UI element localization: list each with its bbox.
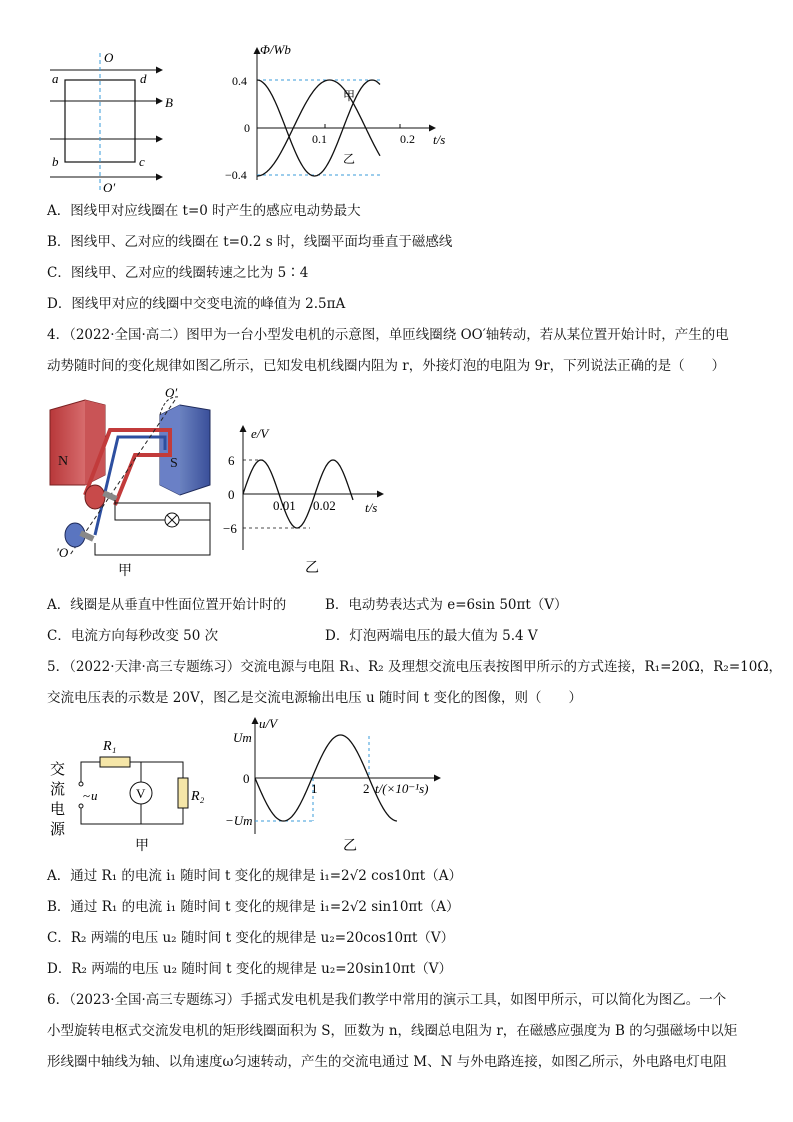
emf-tick-6: 6: [228, 453, 235, 468]
q4-caption-jia: 甲: [118, 564, 132, 579]
q5-caption-yi: 乙: [343, 839, 357, 854]
q5-caption-jia: 甲: [135, 839, 149, 854]
q5-option-d[interactable]: D．R₂ 两端的电压 u₂ 随时间 t 变化的规律是 u₂=20sin10πt（V）: [47, 961, 452, 977]
flux-tick-0.4: 0.4: [232, 74, 247, 88]
q3-coil-figure: [40, 45, 190, 195]
q5-circuit-figure: [45, 722, 210, 857]
q4-option-c[interactable]: C．电流方向每秒改变 50 次: [47, 628, 219, 644]
voltage-tick-neg-Um: −Um: [225, 813, 253, 828]
emf-x-label: t/s: [365, 500, 378, 515]
voltage-tick-x1: 1: [311, 781, 318, 796]
voltmeter-V-label: V: [136, 786, 146, 801]
u-label: u: [91, 788, 98, 803]
q4-option-a[interactable]: A．线圈是从垂直中性面位置开始计时的: [47, 597, 287, 613]
voltage-tick-0: 0: [243, 771, 250, 786]
emf-tick-0: 0: [228, 487, 235, 502]
axis-O-prime-label: O′: [165, 385, 178, 400]
corner-a-label: a: [52, 71, 59, 86]
field-B-label: B: [165, 95, 173, 110]
axis-O-label: O: [104, 50, 114, 65]
q3-option-c[interactable]: C．图线甲、乙对应的线圈转速之比为 5∶4: [47, 265, 309, 281]
axis-O-label: ′O: [56, 545, 69, 560]
R2-label: R₂: [191, 789, 205, 804]
q5-option-b[interactable]: B．通过 R₁ 的电流 i₁ 随时间 t 变化的规律是 i₁=2√2 sin10πt（A）: [47, 899, 460, 915]
q4-caption-yi: 乙: [305, 561, 319, 576]
q3-option-a[interactable]: A．图线甲对应线圈在 t=0 时产生的感应电动势最大: [47, 203, 361, 219]
voltage-tick-Um: Um: [233, 730, 252, 745]
flux-tick-x0.1: 0.1: [312, 132, 327, 146]
emf-tick-x0.01: 0.01: [273, 498, 296, 513]
voltage-x-label: t/(×10⁻¹s): [375, 781, 429, 796]
source-label-char1: 交: [50, 762, 66, 778]
magnet-N-label: N: [58, 454, 69, 469]
q5-stem-line2: 交流电压表的示数是 20V，图乙是交流电源输出电压 u 随时间 t 变化的图像，则（ ）: [47, 690, 583, 706]
axis-O-prime-label: O′: [103, 180, 116, 195]
R1-label: R₁: [103, 739, 117, 754]
q3-flux-graph: [220, 40, 460, 190]
flux-tick-0: 0: [244, 121, 250, 135]
q6-stem-line2: 小型旋转电枢式交流发电机的矩形线圈面积为 S，匝数为 n，线圈总电阻为 r，在磁感应强度为 B 的匀强磁场中以矩: [47, 1023, 738, 1039]
q5-stem-line1: 5．（2022·天津·高三专题练习）交流电源与电阻 R₁、R₂ 及理想交流电压表按图甲所示的方式连接，R₁=20Ω，R₂=10Ω，: [47, 659, 783, 675]
source-label-char2: 流: [50, 782, 66, 798]
q4-stem-line1: 4．（2022·全国·高二）图甲为一台小型发电机的示意图，单匝线圈绕 OO′轴转动，若从某位置开始计时，产生的电: [47, 327, 729, 343]
q4-stem-line2: 动势随时间的变化规律如图乙所示，已知发电机线圈内阻为 r，外接灯泡的电阻为 9r，下列说法正确的是（ ）: [47, 358, 726, 374]
q4-emf-graph: [225, 420, 400, 580]
q3-option-b[interactable]: B．图线甲、乙对应的线圈在 t=0.2 s 时，线圈平面均垂直于磁感线: [47, 234, 453, 250]
flux-tick-neg0.4: −0.4: [225, 168, 247, 182]
voltage-y-label: u/V: [259, 716, 278, 731]
corner-d-label: d: [140, 71, 147, 86]
voltage-tick-x2: 2: [363, 781, 370, 796]
emf-tick-x0.02: 0.02: [313, 498, 336, 513]
ac-symbol: ~: [83, 788, 91, 803]
q6-stem-line3: 形线圈中轴线为轴、以角速度ω匀速转动，产生的交流电通过 M、N 与外电路连接，如图乙所示，外电路电灯电阻: [47, 1054, 727, 1070]
curve-yi-label: 乙: [343, 152, 356, 166]
q5-option-a[interactable]: A．通过 R₁ 的电流 i₁ 随时间 t 变化的规律是 i₁=2√2 cos10πt（A）: [47, 868, 462, 884]
q4-generator-figure: [40, 385, 225, 580]
q5-voltage-graph: [225, 712, 460, 860]
q4-option-b[interactable]: B．电动势表达式为 e=6sin 50πt（V）: [325, 597, 568, 613]
flux-x-label: t/s: [433, 132, 446, 147]
source-label-char4: 源: [50, 822, 66, 838]
corner-b-label: b: [52, 154, 59, 169]
q5-option-c[interactable]: C．R₂ 两端的电压 u₂ 随时间 t 变化的规律是 u₂=20cos10πt（V）: [47, 930, 455, 946]
emf-tick-neg6: −6: [223, 521, 237, 536]
curve-jia-label: 甲: [343, 89, 356, 103]
magnet-S-label: S: [170, 456, 178, 471]
flux-y-label: Φ/Wb: [260, 42, 291, 57]
corner-c-label: c: [139, 154, 145, 169]
q4-option-d[interactable]: D．灯泡两端电压的最大值为 5.4 V: [325, 628, 538, 644]
emf-y-label: e/V: [251, 426, 269, 441]
q6-stem-line1: 6．（2023·全国·高三专题练习）手摇式发电机是我们教学中常用的演示工具，如图甲所示，可以简化为图乙。一个: [47, 992, 727, 1008]
source-label-char3: 电: [50, 802, 66, 818]
q3-option-d[interactable]: D．图线甲对应的线圈中交变电流的峰值为 2.5πA: [47, 296, 346, 312]
flux-tick-x0.2: 0.2: [400, 132, 415, 146]
